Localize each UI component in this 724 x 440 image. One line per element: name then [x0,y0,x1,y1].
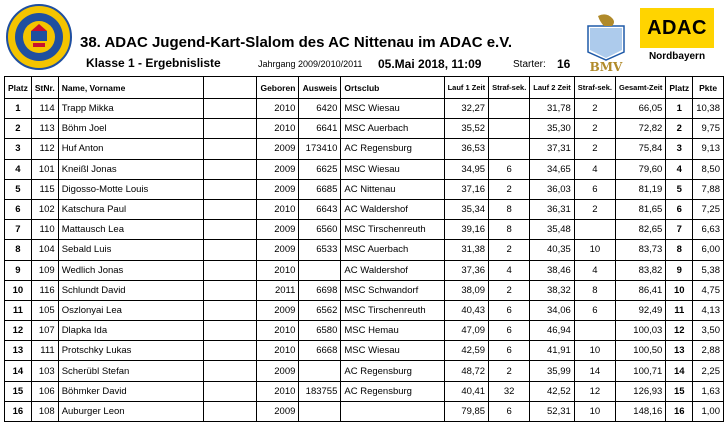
table-cell: 7 [666,220,693,240]
table-cell: MSC Wiesau [341,99,444,119]
starter-value: 16 [557,57,571,71]
table-cell: 2 [574,99,615,119]
table-cell: 2 [489,240,530,260]
table-cell [203,179,257,199]
table-cell: 3,50 [693,321,724,341]
table-cell: 92,49 [615,300,665,320]
table-cell: 102 [31,199,58,219]
table-cell: 7,25 [693,199,724,219]
table-cell: 1 [5,99,32,119]
table-cell: 9,13 [693,139,724,159]
table-cell: 6562 [299,300,341,320]
table-cell: 37,16 [444,179,489,199]
table-cell: 39,16 [444,220,489,240]
column-header: Ortsclub [341,77,444,99]
table-cell [299,361,341,381]
table-cell [203,341,257,361]
table-cell [574,220,615,240]
table-cell [299,260,341,280]
table-cell [203,240,257,260]
table-cell [489,119,530,139]
table-row [5,179,724,199]
table-cell: 5 [5,179,32,199]
table-cell: 6 [489,321,530,341]
table-cell: 101 [31,159,58,179]
table-cell: 6 [666,199,693,219]
table-cell: 42,52 [530,381,575,401]
table-cell: 2009 [257,139,299,159]
table-cell [489,99,530,119]
table-cell: 109 [31,260,58,280]
table-cell: 2 [489,280,530,300]
table-cell: 86,41 [615,280,665,300]
table-cell: 2 [574,199,615,219]
table-cell: 15 [666,381,693,401]
table-cell: 81,65 [615,199,665,219]
table-cell: Schlundt David [58,280,203,300]
table-row [5,99,724,119]
table-cell: 9 [5,260,32,280]
table-cell: 34,95 [444,159,489,179]
table-cell: Huf Anton [58,139,203,159]
table-cell: 5 [666,179,693,199]
table-cell: 6560 [299,220,341,240]
table-row [5,220,724,240]
table-cell: 103 [31,361,58,381]
table-cell: 173410 [299,139,341,159]
table-cell: 35,34 [444,199,489,219]
table-cell: 40,41 [444,381,489,401]
table-row [5,240,724,260]
table-cell: 6 [489,341,530,361]
table-cell: 105 [31,300,58,320]
table-cell: 36,03 [530,179,575,199]
table-cell: 10,38 [693,99,724,119]
table-cell [489,139,530,159]
table-row [5,139,724,159]
table-cell: 46,94 [530,321,575,341]
table-cell: MSC Auerbach [341,119,444,139]
table-cell: 2 [5,119,32,139]
table-cell: 41,91 [530,341,575,361]
table-cell: 8 [666,240,693,260]
table-cell: 4 [5,159,32,179]
table-cell: 35,99 [530,361,575,381]
bmv-text: BMV [589,60,623,74]
table-cell [341,401,444,421]
table-cell: 35,52 [444,119,489,139]
table-cell: 34,06 [530,300,575,320]
table-cell: 2009 [257,159,299,179]
table-cell: MSC Tirschenreuth [341,220,444,240]
table-cell: 8 [5,240,32,260]
table-cell: 35,48 [530,220,575,240]
table-cell: 115 [31,179,58,199]
bmv-lion-logo-icon [582,12,630,74]
jahrgang-label: Jahrgang 2009/2010/2011 [258,59,363,69]
table-cell: MSC Hemau [341,321,444,341]
table-cell: 81,19 [615,179,665,199]
table-cell: 10 [574,401,615,421]
adac-subtitle: Nordbayern [648,51,706,62]
table-cell: MSC Wiesau [341,341,444,361]
table-row [5,280,724,300]
table-cell: 6,00 [693,240,724,260]
column-header: Lauf 1 Zeit [444,77,489,99]
table-cell: 2,25 [693,361,724,381]
table-cell: 183755 [299,381,341,401]
table-cell: 2010 [257,321,299,341]
table-cell: MSC Tirschenreuth [341,300,444,320]
table-cell [203,381,257,401]
table-cell: Böhmker David [58,381,203,401]
table-cell: 2010 [257,119,299,139]
table-cell: 6641 [299,119,341,139]
table-cell: 82,65 [615,220,665,240]
starter-label: Starter: [513,59,546,70]
table-cell: AC Regensburg [341,139,444,159]
table-cell: 6 [489,159,530,179]
table-cell: AC Nittenau [341,179,444,199]
table-cell: 10 [666,280,693,300]
table-cell: 100,50 [615,341,665,361]
table-cell: 66,05 [615,99,665,119]
table-cell: 16 [666,401,693,421]
table-cell: 2010 [257,260,299,280]
table-cell: 32 [489,381,530,401]
table-row [5,199,724,219]
table-cell: 2010 [257,341,299,361]
table-cell: 4 [489,260,530,280]
table-cell: 8 [489,199,530,219]
table-cell: Wedlich Jonas [58,260,203,280]
table-cell: 11 [666,300,693,320]
table-cell: 83,73 [615,240,665,260]
table-cell: 6685 [299,179,341,199]
table-cell: Protschky Lukas [58,341,203,361]
date-time: 05.Mai 2018, 11:09 [378,57,482,71]
table-cell: 38,46 [530,260,575,280]
table-cell: 6643 [299,199,341,219]
table-cell: 6 [5,199,32,219]
table-cell: MSC Schwandorf [341,280,444,300]
table-cell: Auburger Leon [58,401,203,421]
table-cell: 108 [31,401,58,421]
column-header: StNr. [31,77,58,99]
table-cell: 100,71 [615,361,665,381]
table-cell: 6 [489,401,530,421]
table-cell: 4 [574,260,615,280]
table-cell: 2009 [257,220,299,240]
table-cell [203,119,257,139]
table-cell: 4 [666,159,693,179]
table-cell: 6,63 [693,220,724,240]
table-cell: 36,31 [530,199,575,219]
table-cell: 2011 [257,280,299,300]
table-cell: 35,30 [530,119,575,139]
table-cell: 12 [574,381,615,401]
klasse-label [86,56,221,70]
table-cell: 32,27 [444,99,489,119]
table-cell: 10 [5,280,32,300]
table-cell [203,159,257,179]
table-cell: 112 [31,139,58,159]
table-cell [203,401,257,421]
table-cell: 114 [31,99,58,119]
table-cell: 1,63 [693,381,724,401]
table-header-row [5,77,724,99]
table-cell: 83,82 [615,260,665,280]
table-cell [203,361,257,381]
table-row [5,300,724,320]
table-cell: 38,32 [530,280,575,300]
table-cell: AC Regensburg [341,381,444,401]
table-cell [203,300,257,320]
table-cell: 48,72 [444,361,489,381]
column-header: Platz [666,77,693,99]
table-cell: 2 [489,179,530,199]
column-header: Gesamt-Zeit [615,77,665,99]
column-header [203,77,257,99]
table-cell: 2010 [257,99,299,119]
table-cell: 1,00 [693,401,724,421]
table-cell: 75,84 [615,139,665,159]
table-cell: 16 [5,401,32,421]
table-cell: 2 [666,119,693,139]
table-cell: 10 [574,240,615,260]
column-header: Platz [5,77,32,99]
table-cell: 37,36 [444,260,489,280]
table-cell: Sebald Luis [58,240,203,260]
table-cell [203,220,257,240]
table-cell: 12 [5,321,32,341]
table-cell: 36,53 [444,139,489,159]
table-row [5,119,724,139]
adac-text: ADAC [640,8,714,48]
table-cell: 4 [574,159,615,179]
table-cell: 8 [574,280,615,300]
table-cell: 40,43 [444,300,489,320]
table-cell: 12 [666,321,693,341]
table-cell: Oszlonyai Lea [58,300,203,320]
table-row [5,321,724,341]
table-cell: 111 [31,341,58,361]
column-header: Geboren [257,77,299,99]
club-emblem-icon [6,4,72,70]
table-cell: 106 [31,381,58,401]
column-header: Straf-sek. [574,77,615,99]
table-row [5,260,724,280]
table-cell: 79,60 [615,159,665,179]
table-cell: 2009 [257,240,299,260]
table-cell: 9 [666,260,693,280]
table-cell: 104 [31,240,58,260]
table-cell [299,401,341,421]
table-cell: Scherübl Stefan [58,361,203,381]
table-cell: Böhm Joel [58,119,203,139]
table-cell: Digosso-Motte Louis [58,179,203,199]
table-cell: 31,38 [444,240,489,260]
table-cell: 2 [489,361,530,381]
table-cell: 2009 [257,401,299,421]
table-cell: 6420 [299,99,341,119]
table-cell: 14 [574,361,615,381]
table-cell: 38,09 [444,280,489,300]
table-cell: 6668 [299,341,341,361]
table-cell: 3 [666,139,693,159]
table-cell: 79,85 [444,401,489,421]
table-row [5,341,724,361]
table-cell: 37,31 [530,139,575,159]
table-cell [203,199,257,219]
table-cell: 13 [666,341,693,361]
table-cell: 40,35 [530,240,575,260]
column-header: Straf-sek. [489,77,530,99]
column-header: Ausweis [299,77,341,99]
table-cell: Katschura Paul [58,199,203,219]
table-cell: 1 [666,99,693,119]
column-header: Pkte [693,77,724,99]
table-cell: 34,65 [530,159,575,179]
table-cell: 126,93 [615,381,665,401]
table-cell: 148,16 [615,401,665,421]
table-cell: 7 [5,220,32,240]
table-cell: AC Waldershof [341,260,444,280]
table-cell: 6698 [299,280,341,300]
table-row [5,401,724,421]
table-cell [203,280,257,300]
table-cell: 6533 [299,240,341,260]
table-cell: 15 [5,381,32,401]
table-cell: 100,03 [615,321,665,341]
column-header: Name, Vorname [58,77,203,99]
table-cell: 2,88 [693,341,724,361]
table-cell: 2 [574,139,615,159]
table-cell: 42,59 [444,341,489,361]
table-row [5,381,724,401]
table-cell: 14 [666,361,693,381]
table-cell: 2 [574,119,615,139]
table-cell: AC Regensburg [341,361,444,381]
page-title: 38. ADAC Jugend-Kart-Slalom des AC Nittenau im ADAC e.V. [80,34,513,51]
table-cell: 116 [31,280,58,300]
table-row [5,361,724,381]
table-cell: 2010 [257,381,299,401]
table-cell: 13 [5,341,32,361]
klasse-text: Klasse 1 - Ergebnisliste [86,56,221,70]
table-cell: 6 [574,300,615,320]
results-table [4,76,724,422]
table-cell: 110 [31,220,58,240]
table-cell [203,139,257,159]
table-cell: 3 [5,139,32,159]
table-cell: Trapp Mikka [58,99,203,119]
table-cell [203,321,257,341]
table-cell: 2009 [257,300,299,320]
table-row [5,159,724,179]
table-cell: 2010 [257,199,299,219]
table-body [5,99,724,422]
table-cell: 5,38 [693,260,724,280]
table-cell: 10 [574,341,615,361]
table-cell: MSC Wiesau [341,159,444,179]
table-cell: 113 [31,119,58,139]
table-cell: 8 [489,220,530,240]
adac-logo-icon [640,8,718,72]
table-cell: 2009 [257,361,299,381]
table-cell: 11 [5,300,32,320]
table-cell: 4,75 [693,280,724,300]
table-cell: 52,31 [530,401,575,421]
table-cell: 31,78 [530,99,575,119]
table-cell: 107 [31,321,58,341]
table-cell: Kneißl Jonas [58,159,203,179]
column-header: Lauf 2 Zeit [530,77,575,99]
table-cell: 72,82 [615,119,665,139]
table-cell [203,260,257,280]
table-cell: 7,88 [693,179,724,199]
table-cell: 47,09 [444,321,489,341]
table-cell: 6 [489,300,530,320]
table-cell: Dlapka Ida [58,321,203,341]
table-cell: 2009 [257,179,299,199]
table-cell: 6 [574,179,615,199]
table-cell [203,99,257,119]
table-cell: 6625 [299,159,341,179]
table-cell: 9,75 [693,119,724,139]
table-cell: 4,13 [693,300,724,320]
table-cell: MSC Auerbach [341,240,444,260]
table-cell: 8,50 [693,159,724,179]
table-cell [574,321,615,341]
table-cell: 6580 [299,321,341,341]
table-cell: Mattausch Lea [58,220,203,240]
table-cell: AC Waldershof [341,199,444,219]
table-cell: 14 [5,361,32,381]
